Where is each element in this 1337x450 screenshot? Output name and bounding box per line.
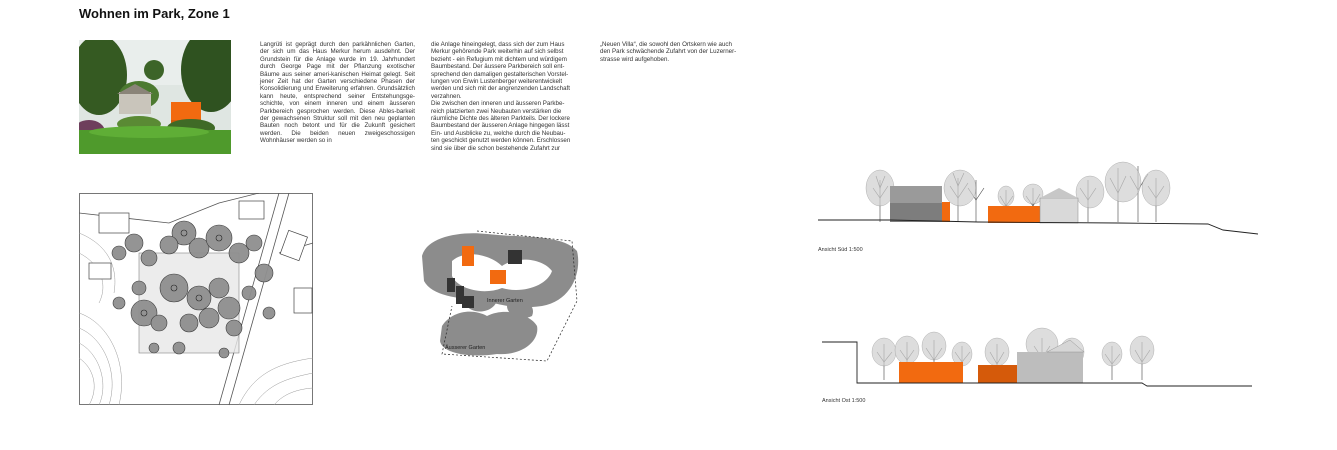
garden-diagram xyxy=(412,226,582,366)
elevation-east xyxy=(822,322,1262,392)
outer-garden-label: Äusserer Garten xyxy=(445,345,486,351)
site-plan xyxy=(79,193,314,406)
east-elevation-caption: Ansicht Ost 1:500 xyxy=(822,398,866,404)
text-column-3: „Neuen Villa“, die sowohl den Ortskern wie auch den Park schwächende Zufahrt von der Luzerner- strasse wird aufgehoben. xyxy=(600,41,737,63)
page-title: Wohnen im Park, Zone 1 xyxy=(79,6,230,21)
text-column-1: Langrüti ist geprägt durch den parkähnlichen Garten, der sich um das Haus Merkur herum ausdehnt. Der Grundstein für die Anlage wurde im 19. Jahrhundert durch George Page mit der Pflanzung exotischer Bäume aus seiner ameri-kanischen Heimat gelegt. Seit jener Zeit hat der Garten verschiedene Phasen der Konsolidierung und Erweiterung erfahren. Grundsätzlich kann heute, entsprechend seiner Entstehungsge-schichte, von einem inneren und einem äusseren Parkbereich gesprochen werden. Diese Ables-barkeit der gewachsenen Struktur soll mit den neu geplanten Bauten noch betont und für die Zukunft gesichert werden. Die beiden neuen zweigeschossigen Wohnhäuser werden so in xyxy=(260,41,415,145)
park-photo xyxy=(79,40,231,154)
south-elevation-caption: Ansicht Süd 1:500 xyxy=(818,247,863,253)
elevation-south xyxy=(818,158,1258,238)
text-column-2: die Anlage hineingelegt, dass sich der zum Haus Merkur gehörende Park weiterhin auf sich selbst bezieht - ein Refugium mit dichtem und würdigem Baumbestand. Der äussere Parkbereich soll ent- sprechend den damaligen gestalterischen Vorstel- lungen von Erwin Lustenberger weiterentwickelt werden und sich mit der angrenzenden Landschaft verzahnen. Die zwischen den inneren und äusseren Parkbe- reich platzierten zwei Neubauten verstärken die räumliche Dichte des älteren Parkteils. Der lockere Baumbestand der äusseren Anlage hingegen lässt Ein- und Ausblicke zu, welche durch die Neubau- ten geschickt genutzt werden können. Erschlossen sind sie über die schon bestehende Zufahrt zur xyxy=(431,41,571,152)
inner-garden-label: Innerer Garten xyxy=(487,298,523,304)
